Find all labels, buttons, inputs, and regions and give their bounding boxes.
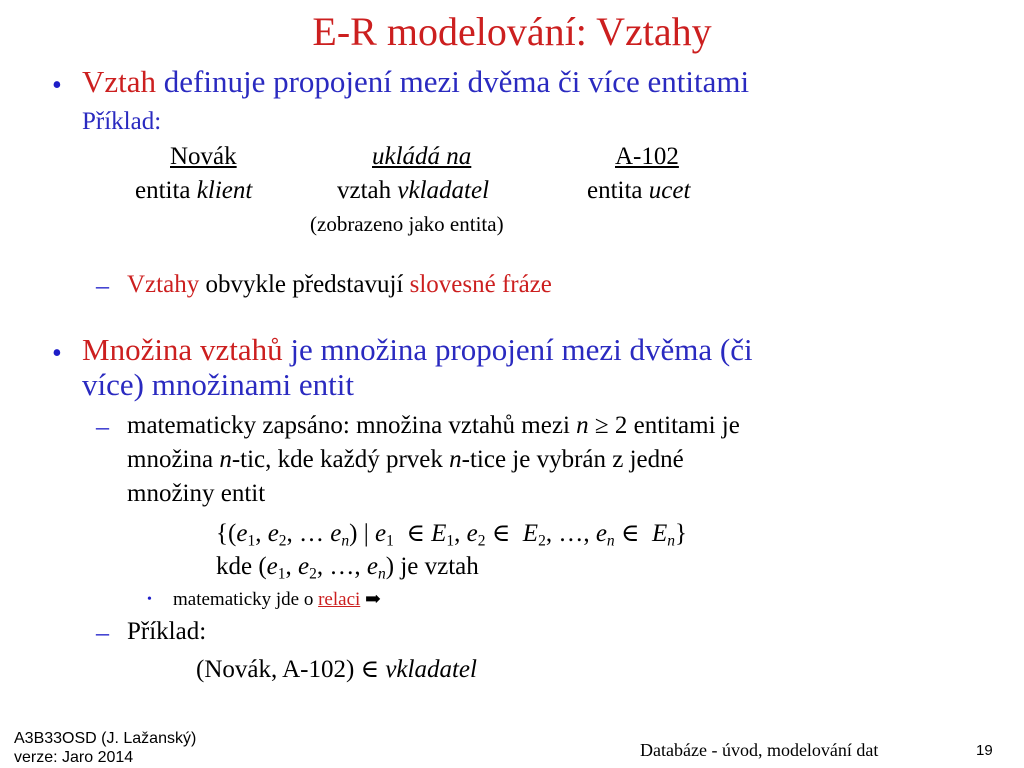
footer-topic: Databáze - úvod, modelování dat: [640, 740, 879, 760]
slide-title: E-R modelování: Vztahy: [312, 9, 712, 54]
example2-expr-a: (Novák, A-102) ∈: [196, 656, 386, 683]
dash-marker: –: [96, 618, 109, 647]
example-relation-bottom: [337, 177, 489, 205]
page-number: 19: [976, 742, 993, 759]
relace-link[interactable]: relaci: [318, 589, 361, 610]
bullet1-text: [82, 64, 749, 100]
set-formula-where: kde ($e_1$, $e_2$, …, $e_n$) je vztah: [216, 553, 479, 583]
example-relation-top: ukládá na: [372, 143, 472, 170]
sub-bullet-vztahy: [127, 271, 552, 299]
math-desc-line3: množiny entit: [127, 480, 266, 507]
math-desc-2b: -tic, kde každý prvek: [231, 446, 450, 473]
math-desc-line2: [127, 446, 684, 474]
bullet2-line1: [82, 332, 753, 368]
footer-course: [14, 729, 196, 767]
example-label: Příklad:: [82, 108, 162, 135]
math-desc-1b: ≥ 2 entitami je: [588, 412, 740, 439]
sub-bullet-vztahy-red2: slovesné fráze: [409, 271, 552, 298]
math-desc-2n2: n: [449, 446, 462, 473]
example2-expr: [196, 654, 477, 684]
sub-bullet-vztahy-mid: obvykle představují: [199, 271, 410, 298]
example-entity-bottom-italic: klient: [196, 177, 253, 204]
dash-marker: –: [96, 271, 109, 300]
example-relation-bottom-italic: vkladatel: [397, 177, 490, 204]
bullet2-line2: více) množinami entit: [82, 367, 355, 402]
footer-course-line2: verze: Jaro 2014: [14, 749, 134, 766]
footer-course-line1: A3B33OSD (J. Lažanský): [14, 730, 197, 747]
set-formula: {($e_1$, $e_2$, … $e_n$) | $e_1$ ∈ $E_1$, $e_2$ ∈ $E_2$, …, $e_n$ ∈ $E_n$}: [216, 520, 687, 550]
bullet-dot: •: [52, 338, 62, 369]
math-desc-2c: -tice je vybrán z jedné: [461, 446, 684, 473]
relation-note: [173, 588, 381, 611]
sub-bullet-vztahy-red: Vztahy: [127, 271, 200, 298]
small-bullet-dot: •: [147, 592, 152, 607]
example-entity2-bottom-italic: ucet: [648, 177, 691, 204]
example-entity2-bottom: [587, 177, 690, 205]
bullet2-rest: je množina propojení mezi dvěma (či: [282, 332, 753, 367]
example-entity-bottom-prefix: entita: [135, 177, 197, 204]
arrow-right-icon[interactable]: ➡: [365, 589, 381, 610]
bullet1-lead: Vztah: [82, 64, 157, 99]
math-desc-1a: matematicky zapsáno: množina vztahů mezi: [127, 412, 577, 439]
math-desc-2a: množina: [127, 446, 220, 473]
relation-note-text: matematicky jde o: [173, 589, 319, 610]
example2-expr-italic: vkladatel: [385, 656, 477, 683]
dash-marker: –: [96, 412, 109, 441]
math-desc-2n: n: [219, 446, 232, 473]
example-note: (zobrazeno jako entita): [310, 212, 504, 236]
bullet2-lead: Množina vztahů: [82, 332, 283, 367]
example-entity-top: Novák: [170, 143, 237, 170]
bullet1-rest: definuje propojení mezi dvěma či více entitami: [156, 64, 750, 99]
math-desc-1n: n: [576, 412, 589, 439]
bullet-dot: •: [52, 70, 62, 101]
example-entity-bottom: [135, 177, 252, 205]
example-relation-bottom-prefix: vztah: [337, 177, 398, 204]
example2-label: Příklad:: [127, 618, 207, 645]
example-entity2-bottom-prefix: entita: [587, 177, 649, 204]
math-desc-line1: [127, 412, 740, 440]
example-entity2-top: A-102: [615, 143, 679, 170]
